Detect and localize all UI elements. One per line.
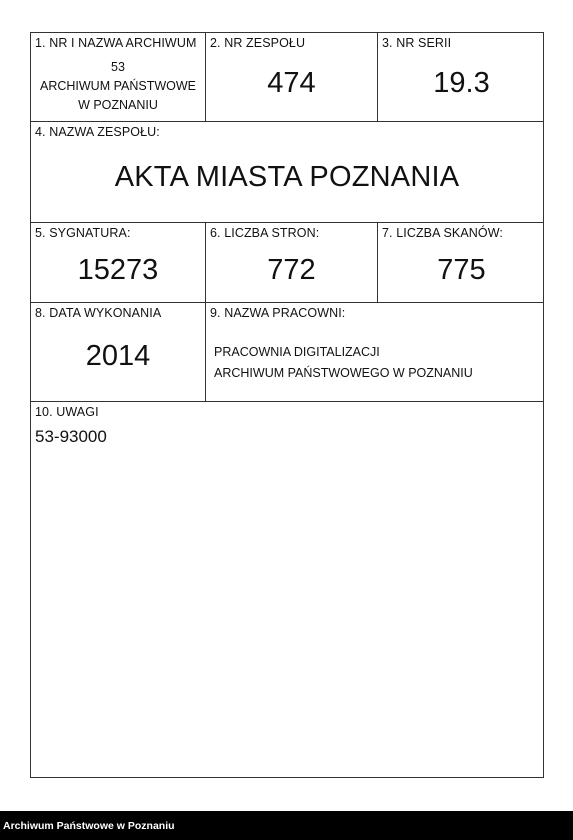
signature-label: 5. SYGNATURA: xyxy=(35,226,131,240)
cell-scan-count xyxy=(378,223,545,302)
fonds-number-value: 474 xyxy=(267,67,316,99)
row-date-studio xyxy=(31,303,543,402)
notes-label: 10. UWAGI xyxy=(35,405,99,419)
archive-number: 53 xyxy=(111,60,125,74)
page-count-value: 772 xyxy=(267,254,316,286)
fonds-name-value: AKTA MIASTA POZNANIA xyxy=(114,161,460,193)
archive-name-line1: ARCHIWUM PAŃSTWOWE xyxy=(39,79,196,93)
footer-text: Archiwum Państwowe w Poznaniu xyxy=(3,820,175,832)
cell-archive xyxy=(31,33,206,121)
cell-series-number xyxy=(378,33,545,121)
date-label: 8. DATA WYKONANIA xyxy=(35,306,162,320)
signature-value: 15273 xyxy=(77,254,159,286)
date-value: 2014 xyxy=(85,340,151,372)
page-count-label: 6. LICZBA STRON: xyxy=(210,226,320,240)
row-notes xyxy=(31,402,543,777)
cell-fonds-number xyxy=(206,33,378,121)
cell-signature xyxy=(31,223,206,302)
fonds-number-label: 2. NR ZESPOŁU xyxy=(210,36,306,50)
fonds-name-label: 4. NAZWA ZESPOŁU: xyxy=(35,125,160,139)
footer-bar xyxy=(0,811,573,840)
studio-line2: ARCHIWUM PAŃSTWOWEGO W POZNANIU xyxy=(214,366,473,380)
row-archive xyxy=(31,33,543,122)
row-counts xyxy=(31,223,543,303)
scan-count-value: 775 xyxy=(437,254,486,286)
cell-page-count xyxy=(206,223,378,302)
studio-label: 9. NAZWA PRACOWNI: xyxy=(210,306,346,320)
series-number-label: 3. NR SERII xyxy=(382,36,452,50)
archive-label: 1. NR I NAZWA ARCHIWUM xyxy=(35,36,197,50)
cell-date xyxy=(31,303,206,401)
row-fonds-name xyxy=(31,122,543,223)
metadata-card xyxy=(30,32,544,778)
series-number-value: 19.3 xyxy=(433,67,490,99)
notes-value: 53-93000 xyxy=(35,427,107,446)
archive-name-line2: W POZNANIU xyxy=(78,98,158,112)
studio-line1: PRACOWNIA DIGITALIZACJI xyxy=(214,345,380,359)
cell-studio xyxy=(206,303,545,401)
scan-count-label: 7. LICZBA SKANÓW: xyxy=(382,226,503,240)
